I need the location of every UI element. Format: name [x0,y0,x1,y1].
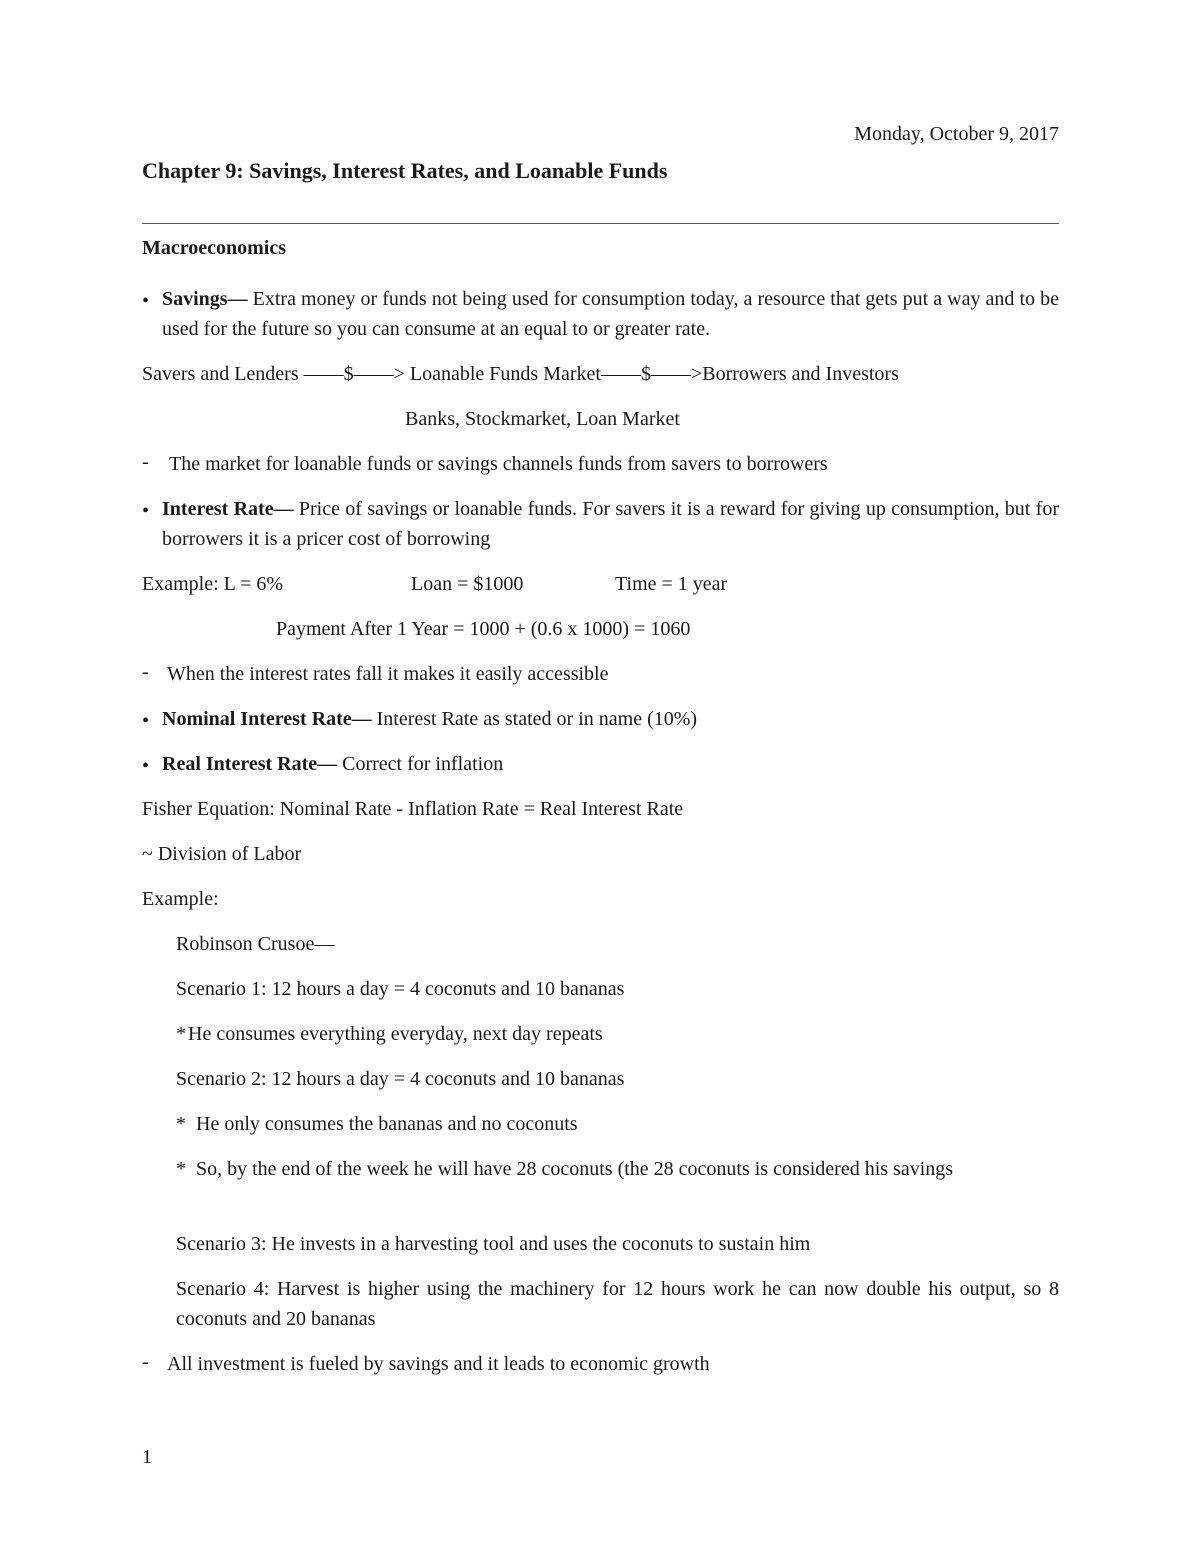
crusoe-heading: Robinson Crusoe— [176,933,335,955]
note-loanable-funds: The market for loanable funds or savings channels funds from savers to borrowers [169,453,828,475]
star-icon: * [176,1113,186,1135]
interest-rate-definition [162,494,1059,554]
scenario-4: Scenario 4: Harvest is higher using the machinery for 12 hours work he can now double his output, so 8 coconuts and 20 bananas [176,1278,1059,1330]
nominal-definition [162,707,697,731]
dash-icon: - [142,661,149,683]
savings-term: Savings— [162,288,248,310]
star-note-2: * He only consumes the bananas and no coconuts [176,1113,578,1135]
scenario-2: Scenario 2: 12 hours a day = 4 coconuts and 10 bananas [176,1068,625,1090]
star-bullet-3: * [176,1158,186,1180]
example-time: Time = 1 year [615,573,728,595]
scenario-3: Scenario 3: He invests in a harvesting tool and uses the coconuts to sustain him [176,1233,811,1255]
bullet-icon: • [142,755,150,777]
nominal-term: Nominal Interest Rate— [162,708,372,730]
example-payment: Payment After 1 Year = 1000 + (0.6 x 1000) = 1060 [276,618,691,640]
flow-line: Savers and Lenders ——$——> Loanable Funds Market——$——>Borrowers and Investors [142,363,899,385]
star-icon: * [176,1023,186,1045]
example-loan: Loan = $1000 [411,573,524,595]
bullet-icon: • [142,500,150,522]
bullet-icon: • [142,710,150,732]
page-number: 1 [142,1446,152,1468]
scenario-1: Scenario 1: 12 hours a day = 4 coconuts and 10 bananas [176,978,625,1000]
bullet-icon: • [142,290,150,312]
note-investment: All investment is fueled by savings and it leads to economic growth [167,1353,710,1375]
example-rate: Example: L = 6% [142,573,284,595]
star-note-3: So, by the end of the week he will have 28 coconuts (the 28 coconuts is considered his savings [196,1158,954,1180]
flow-sub: Banks, Stockmarket, Loan Market [405,408,680,430]
divider [142,223,1059,224]
date: Monday, October 9, 2017 [854,123,1059,145]
savings-text: Extra money or funds not being used for consumption today, a resource that gets put a way and to be used for the future so you can consume at an equal to or greater rate. [162,288,1059,340]
division-of-labor: ~ Division of Labor [142,843,302,865]
star-note-1: * He consumes everything everyday, next day repeats [176,1023,603,1045]
interest-text: Price of savings or loanable funds. For savers it is a reward for giving up consumption, but for borrowers it is a pricer cost of borrowing [162,498,1059,550]
real-definition [162,752,503,776]
dash-icon: - [142,451,149,473]
section-heading: Macroeconomics [142,237,287,259]
interest-term: Interest Rate— [162,498,294,520]
savings-definition [162,284,1059,344]
note-interest-fall: When the interest rates fall it makes it easily accessible [167,663,609,685]
nominal-text: Interest Rate as stated or in name (10%) [371,708,698,730]
real-text: Correct for inflation [337,753,504,775]
real-term: Real Interest Rate— [162,753,338,775]
fisher-equation: Fisher Equation: Nominal Rate - Inflation Rate = Real Interest Rate [142,798,684,820]
dash-icon: - [142,1351,149,1373]
example-label: Example: [142,888,219,910]
chapter-title: Chapter 9: Savings, Interest Rates, and Loanable Funds [142,158,668,183]
